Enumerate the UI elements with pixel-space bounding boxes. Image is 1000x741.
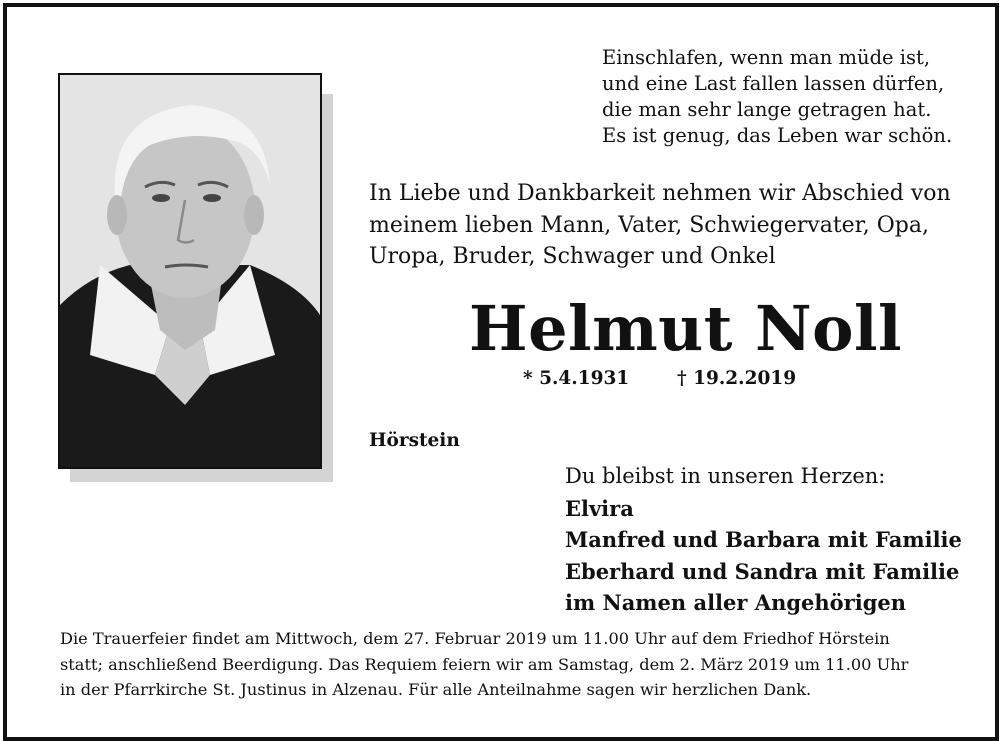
funeral-notice: [60, 626, 908, 703]
poem-line: und eine Last fallen lassen dürfen,: [602, 72, 945, 95]
family-member: Elvira: [565, 495, 634, 521]
family-member: Manfred und Barbara mit Familie: [565, 527, 962, 552]
notice-line: Die Trauerfeier findet am Mittwoch, dem 27. Februar 2019 um 11.00 Uhr auf dem Friedhof Hörstein: [60, 629, 890, 648]
intro-line: In Liebe und Dankbarkeit nehmen wir Abschied von: [369, 181, 951, 206]
notice-line: in der Pfarrkirche St. Justinus in Alzenau. Für alle Anteilnahme sagen wir herzlichen Dank.: [60, 680, 812, 699]
family-heading: Du bleibst in unseren Herzen:: [565, 464, 886, 488]
family-member: Eberhard und Sandra mit Familie: [565, 558, 960, 584]
poem-line: Einschlafen, wenn man müde ist,: [602, 46, 931, 69]
death-date: † 19.2.2019: [677, 368, 797, 389]
birth-date: * 5.4.1931: [523, 368, 630, 389]
intro-line: meinem lieben Mann, Vater, Schwiegervater, Opa,: [369, 212, 930, 238]
farewell-intro: [369, 178, 951, 273]
poem: [602, 45, 952, 149]
portrait-photo: [58, 73, 322, 469]
family-member: im Namen aller Angehörigen: [565, 590, 907, 615]
portrait-illustration: [60, 75, 320, 467]
intro-line: Uropa, Bruder, Schwager und Onkel: [369, 244, 776, 269]
notice-line: statt; anschließend Beerdigung. Das Requiem feiern wir am Samstag, dem 2. März 2019 um 11.00 Uhr: [60, 654, 909, 674]
poem-line: die man sehr lange getragen hat.: [602, 98, 932, 121]
family-signature: [565, 461, 962, 619]
deceased-name: Helmut Noll: [469, 292, 903, 365]
poem-line: Es ist genug, das Leben war schön.: [602, 124, 953, 147]
place-name: Hörstein: [369, 430, 460, 451]
